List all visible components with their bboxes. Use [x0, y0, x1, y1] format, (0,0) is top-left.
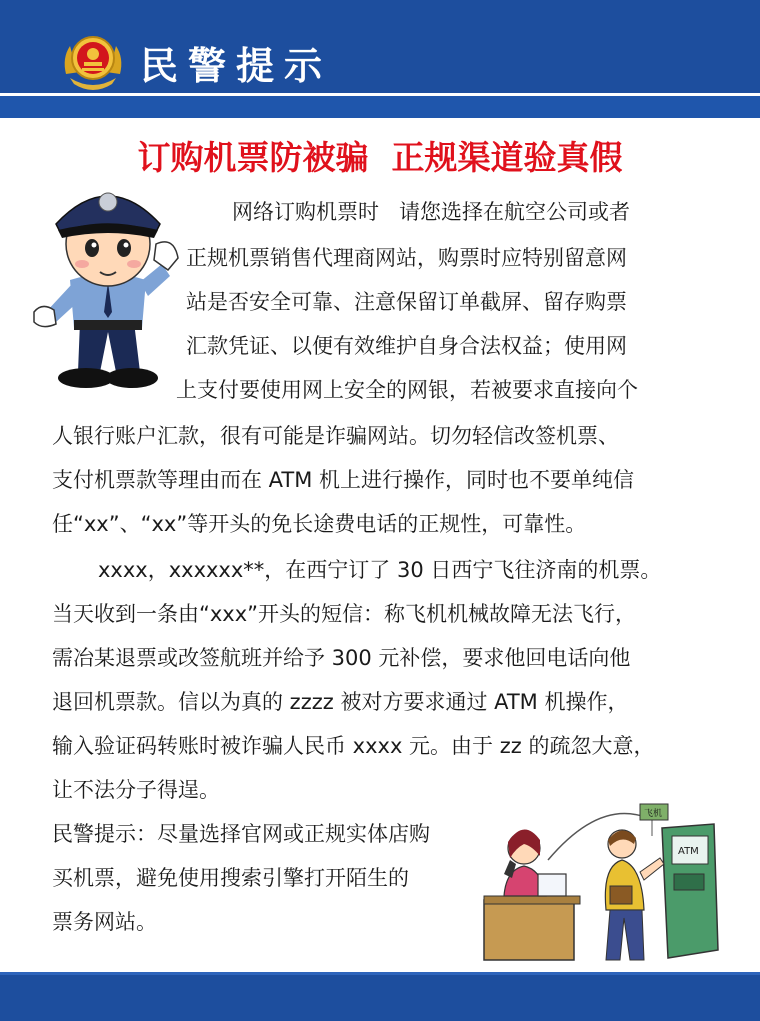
paragraph2-line: 需冶某退票或改签航班并给予 300 元补偿，要求他回电话向他	[52, 646, 631, 670]
police-officer-illustration	[28, 172, 188, 398]
footer-bar	[0, 972, 760, 1021]
tip-line: 买机票，避免使用搜索引擎打开陌生的	[52, 866, 409, 890]
paragraph2-line: 让不法分子得逞。	[52, 778, 220, 802]
atm-scam-illustration	[482, 800, 722, 965]
paragraph2-line: 输入验证码转账时被诈骗人民币 xxxx 元。由于 zz 的疏忽大意，	[52, 734, 655, 758]
paragraph1-line: 任“xx”、“xx”等开头的免长途费电话的正规性，可靠性。	[52, 512, 587, 536]
paragraph1-line: 站是否安全可靠、注意保留订单截屏、留存购票	[186, 290, 627, 314]
svg-text:ATM: ATM	[678, 846, 699, 857]
svg-text:飞机: 飞机	[644, 809, 663, 819]
paragraph1-line: 人银行账户汇款，很有可能是诈骗网站。切勿轻信改签机票、	[52, 424, 619, 448]
paragraph2-line: 退回机票款。信以为真的 zzzz 被对方要求通过 ATM 机操作，	[52, 690, 629, 714]
footer-divider	[0, 972, 760, 975]
paragraph2-line: 当天收到一条由“xxx”开头的短信：称飞机机械故障无法飞行，	[52, 602, 637, 626]
paragraph1-line: 上支付要使用网上安全的网银，若被要求直接向个	[176, 378, 638, 402]
header-title: 民警提示	[140, 44, 333, 88]
tip-line: 票务网站。	[52, 910, 157, 934]
paragraph2-line: xxxx，xxxxxx**，在西宁订了 30 日西宁飞往济南的机票。	[98, 558, 662, 582]
paragraph1-line: 支付机票款等理由而在 ATM 机上进行操作，同时也不要单纯信	[52, 468, 635, 492]
police-emblem-icon	[60, 28, 126, 94]
paragraph1-line: 汇款凭证、以便有效维护自身合法权益；使用网	[186, 334, 627, 358]
main-title: 订购机票防被骗 正规渠道验真假	[137, 138, 623, 177]
header-stripe	[0, 96, 760, 118]
paragraph1-line: 正规机票销售代理商网站，购票时应特别留意网	[186, 246, 627, 270]
tip-line: 民警提示：尽量选择官网或正规实体店购	[52, 822, 430, 846]
paragraph1-line: 网络订购机票时 请您选择在航空公司或者	[232, 200, 631, 224]
